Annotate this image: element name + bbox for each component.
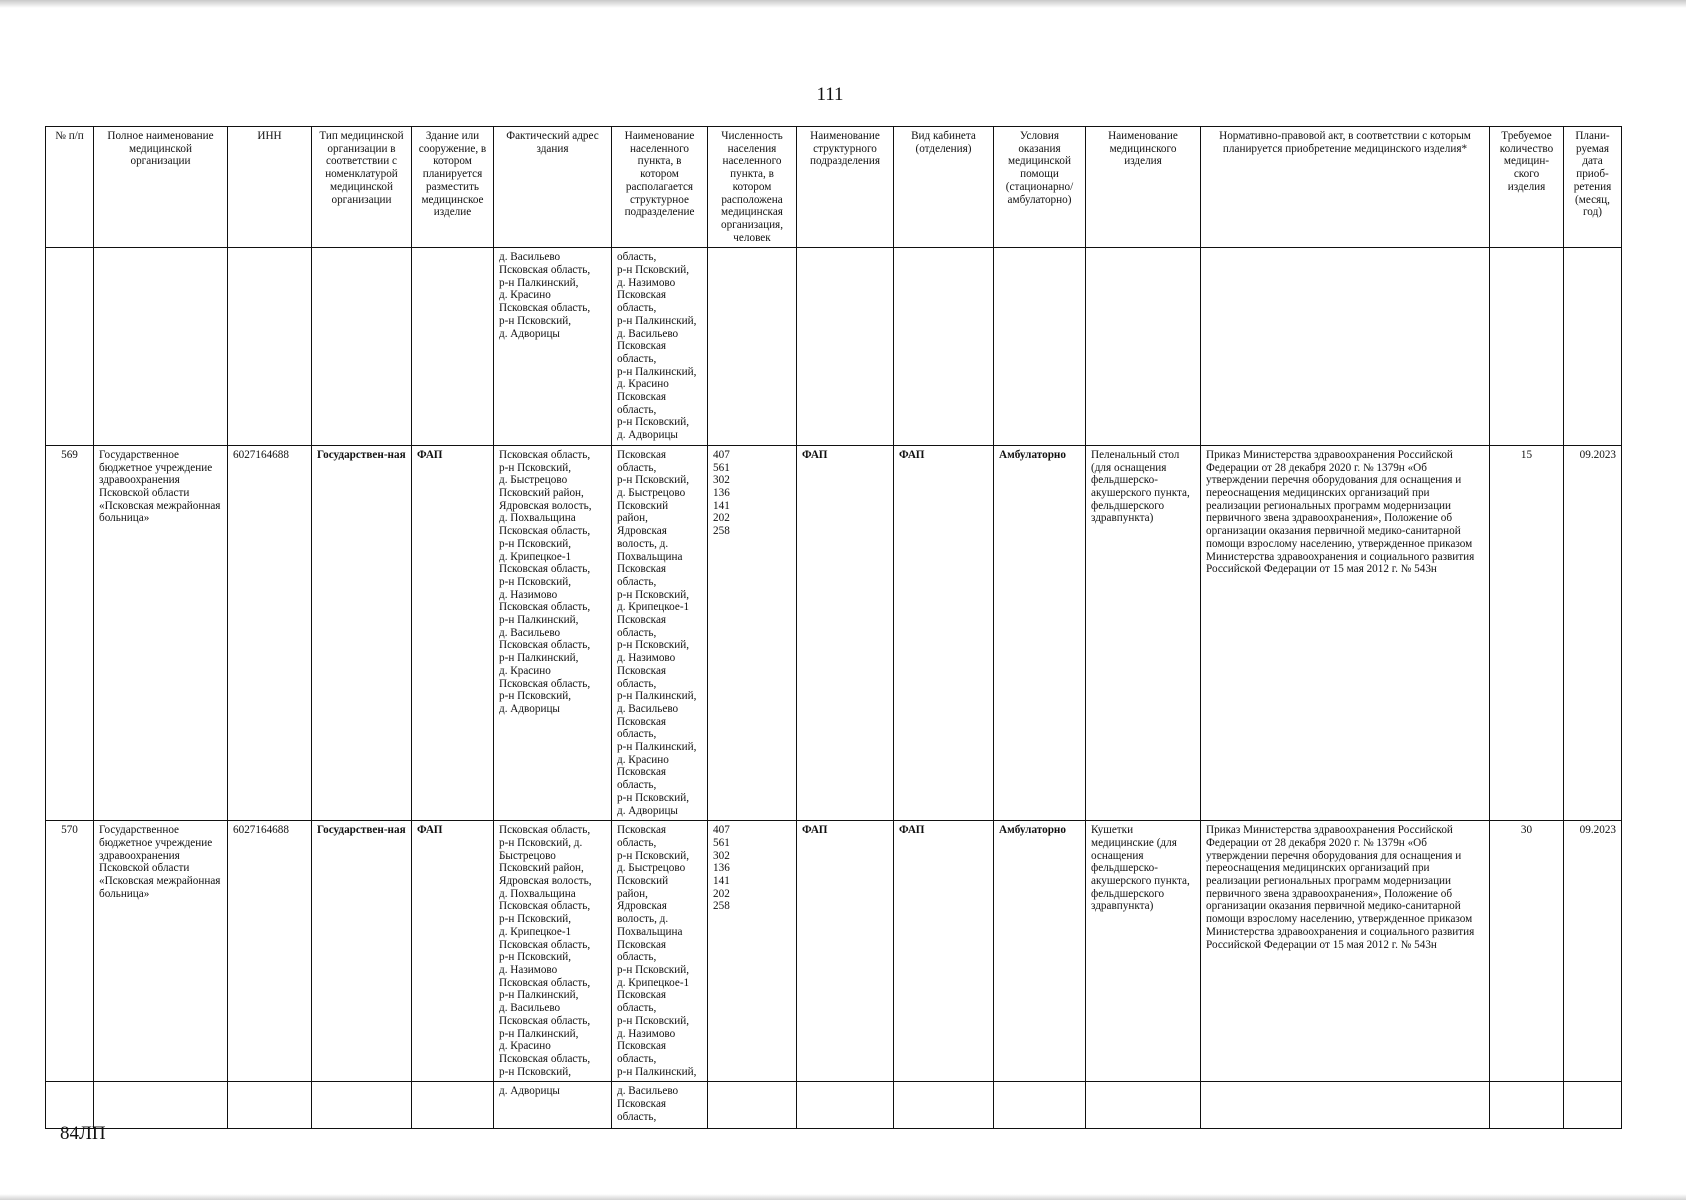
table-row <box>46 445 1622 820</box>
cell-unit: ФАП <box>797 445 894 820</box>
page-number: 111 <box>816 84 844 105</box>
cell-date: 09.2023 <box>1564 821 1622 1082</box>
header-cabinet: Вид кабинета (отделения) <box>894 127 994 248</box>
cell-qty: 15 <box>1490 445 1564 820</box>
cell-inn: 6027164688 <box>228 445 312 820</box>
header-date: Плани-руемая дата приоб-ретения (месяц, год) <box>1564 127 1622 248</box>
cell-num: 569 <box>46 445 94 820</box>
header-building: Здание или сооружение, в котором планируется разместить медицинское изделие <box>412 127 494 248</box>
table-row <box>46 821 1622 1082</box>
header-settlement: Наименование населенного пункта, в котором располагается структурное подразделение <box>612 127 708 248</box>
header-conditions: Условия оказания медицинской помощи (стационарно/ амбулаторно) <box>994 127 1086 248</box>
cell-type: Государствен-ная <box>312 821 412 1082</box>
header-address: Фактический адрес здания <box>494 127 612 248</box>
cell-building: ФАП <box>412 445 494 820</box>
cell-address: Псковская область, р-н Псковский, д. Быстрецово Псковский район, Ядровская волость, д. Похвальщина Псковская область, р-н Псковский, д. Крипецкое-1 Псковская область, р-н Псковский, д. Назимово Псковская область, р-н Палкинский, д. Васильево Псковская область, р-н Палкинский, д. Красино Псковская область, р-н Псковский, <box>494 821 612 1082</box>
cell-num: 570 <box>46 821 94 1082</box>
cell-act: Приказ Министерства здравоохранения Российской Федерации от 28 декабря 2020 г. № 1379н «Об утверждении перечня оборудования для оснащения и переоснащения медицинских организаций при реализации региональных программ модернизации первичного звена здравоохранения», Положение об организации оказания первичной медико-санитарной помощи взрослому населению, утвержденное приказом Министерства здравоохранения и социального развития Российской Федерации от 15 мая 2012 г. № 543н <box>1201 445 1490 820</box>
cell-address: Псковская область, р-н Псковский, д. Быстрецово Псковский район, Ядровская волость, д. Похвальщина Псковская область, р-н Псковский, д. Крипецкое-1 Псковская область, р-н Псковский, д. Назимово Псковская область, р-н Палкинский, д. Васильево Псковская область, р-н Палкинский, д. Красино Псковская область, р-н Псковский, д. Адворицы <box>494 445 612 820</box>
header-qty: Требуемое количество медицин-ского изделия <box>1490 127 1564 248</box>
cell-address: д. Адворицы <box>494 1082 612 1129</box>
cell-conditions: Амбулаторно <box>994 821 1086 1082</box>
header-type: Тип медицинской организации в соответствии с номенклатурой медицинской организации <box>312 127 412 248</box>
cell-settlement: Псковская область, р-н Псковский, д. Быстрецово Псковский район, Ядровская волость, д. Похвальщина Псковская область, р-н Псковский, д. Крипецкое-1 Псковская область, р-н Псковский, д. Назимово Псковская область, р-н Палкинский, <box>612 821 708 1082</box>
cell-address: д. Васильево Псковская область, р-н Палкинский, д. Красино Псковская область, р-н Псковский, д. Адворицы <box>494 248 612 446</box>
header-population: Численность населения населенного пункта, в котором расположена медицинская организация, человек <box>708 127 797 248</box>
header-unit: Наименование структурного подразделения <box>797 127 894 248</box>
scan-edge-top <box>0 0 1686 8</box>
cell-qty: 30 <box>1490 821 1564 1082</box>
cell-act: Приказ Министерства здравоохранения Российской Федерации от 28 декабря 2020 г. № 1379н «Об утверждении перечня оборудования для оснащения и переоснащения медицинских организаций при реализации региональных программ модернизации первичного звена здравоохранения», Положение об организации оказания первичной медико-санитарной помощи взрослому населению, утвержденное приказом Министерства здравоохранения и социального развития Российской Федерации от 15 мая 2012 г. № 543н <box>1201 821 1490 1082</box>
cell-date: 09.2023 <box>1564 445 1622 820</box>
cell-settlement: область, р-н Псковский, д. Назимово Псковская область, р-н Палкинский, д. Васильево Псковская область, р-н Палкинский, д. Красино Псковская область, р-н Псковский, д. Адворицы <box>612 248 708 446</box>
cell-device: Кушетки медицинские (для оснащения фельдшерско-акушерского пункта, фельдшерского здравпункта) <box>1086 821 1201 1082</box>
cell-population: 407 561 302 136 141 202 258 <box>708 445 797 820</box>
cell-cabinet: ФАП <box>894 445 994 820</box>
header-act: Нормативно-правовой акт, в соответствии с которым планируется приобретение медицинского изделия* <box>1201 127 1490 248</box>
cell-org: Государственное бюджетное учреждение здравоохранения Псковской области «Псковская межрайонная больница» <box>94 821 228 1082</box>
document-code: 84ЛП <box>60 1123 106 1144</box>
header-org: Полное наименование медицинской организации <box>94 127 228 248</box>
cell-settlement: Псковская область, р-н Псковский, д. Быстрецово Псковский район, Ядровская волость, д. Похвальщина Псковская область, р-н Псковский, д. Крипецкое-1 Псковская область, р-н Псковский, д. Назимово Псковская область, р-н Палкинский, д. Васильево Псковская область, р-н Палкинский, д. Красино Псковская область, р-н Псковский, д. Адворицы <box>612 445 708 820</box>
cell-population: 407 561 302 136 141 202 258 <box>708 821 797 1082</box>
cell-cabinet: ФАП <box>894 821 994 1082</box>
header-num: № п/п <box>46 127 94 248</box>
cell-unit: ФАП <box>797 821 894 1082</box>
header-device: Наименование медицинского изделия <box>1086 127 1201 248</box>
continuation-row-top <box>46 248 1622 446</box>
register-table <box>45 126 1622 1129</box>
cell-device: Пеленальный стол (для оснащения фельдшерско-акушерского пункта, фельдшерского здравпункта) <box>1086 445 1201 820</box>
header-inn: ИНН <box>228 127 312 248</box>
continuation-row-bottom <box>46 1082 1622 1129</box>
cell-building: ФАП <box>412 821 494 1082</box>
header-row <box>46 127 1622 248</box>
cell-settlement: д. Васильево Псковская область, <box>612 1082 708 1129</box>
cell-inn: 6027164688 <box>228 821 312 1082</box>
cell-conditions: Амбулаторно <box>994 445 1086 820</box>
scan-edge-bottom <box>0 1194 1686 1200</box>
cell-type: Государствен-ная <box>312 445 412 820</box>
cell-org: Государственное бюджетное учреждение здравоохранения Псковской области «Псковская межрайонная больница» <box>94 445 228 820</box>
